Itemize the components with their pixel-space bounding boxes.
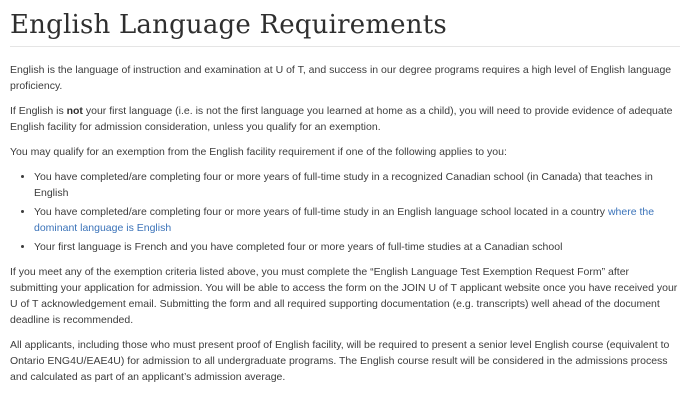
not-first-text-after: your first language (i.e. is not the first language you learned at home as a child), you will need to provide evidence of adequate English facility for admission consideration, unless you qualify for an exemption. <box>10 105 673 133</box>
exemption-item-english-country <box>34 204 678 236</box>
dominant-language-link[interactable]: where the dominant language is English <box>34 206 655 234</box>
intro-paragraph: English is the language of instruction and examination at U of T, and success in our degree programs requires a high level of English language proficiency. <box>10 64 672 92</box>
exemption-list <box>10 169 678 255</box>
exemption-item-french: • Your first language is French and you have completed four or more years of full-time studies at a Canadian school <box>34 239 678 255</box>
page-title: English Language Requirements <box>10 0 680 47</box>
all-applicants-paragraph: All applicants, including those who must present proof of English facility, will be required to present a senior level English course (equivalent to Ontario ENG4U/EAE4U) for admission to all undergraduate programs. The English course result will be considered in the admissions process and calculated as part of an applicant’s admission average. <box>10 339 670 383</box>
exemption-intro-paragraph: You may qualify for an exemption from the English facility requirement if one of the following applies to you: <box>10 146 507 158</box>
exemption-item-text: You have completed/are completing four or more years of full-time study in an English language school located in a country <box>34 206 608 218</box>
not-emphasis: not <box>66 105 83 117</box>
exemption-form-paragraph: If you meet any of the exemption criteria listed above, you must complete the “English Language Test Exemption Request Form” after submitting your application for admission. You will be able to access the form on the JOIN U of T applicant website once you have received your U of T acknowledgement email. Submitting the form and all required supporting documentation (e.g. transcripts) well ahead of the document deadline is recommended. <box>10 266 678 326</box>
exemption-item-canadian-school: • You have completed/are completing four or more years of full-time study in a recognized Canadian school (in Canada) that teaches in English <box>34 169 678 201</box>
not-first-language-paragraph <box>10 103 678 135</box>
not-first-text-before: If English is <box>10 105 67 117</box>
